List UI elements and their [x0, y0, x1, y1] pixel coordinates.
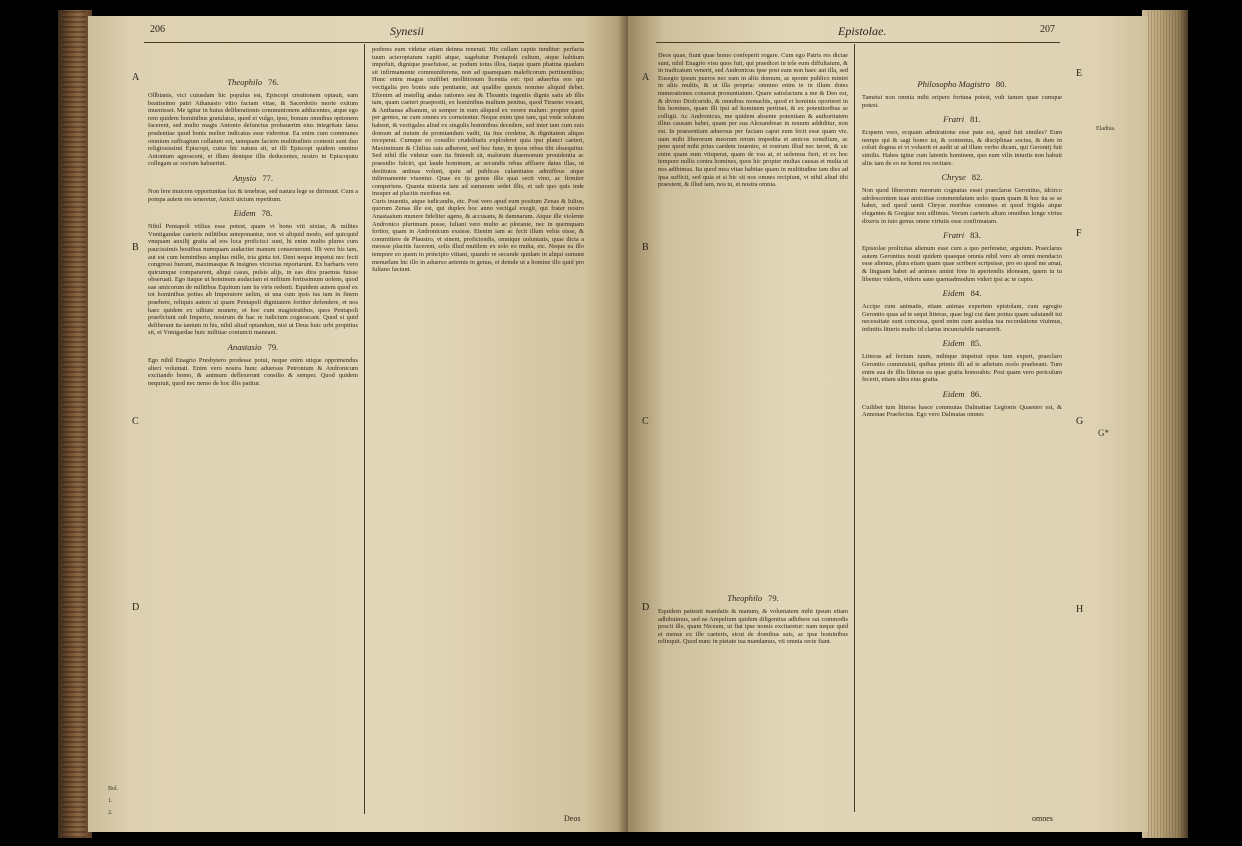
- column-divider: [364, 44, 365, 814]
- letter-text: Ecquem vero, ecquam admiratione esse pate est, apud fuit similes? Eum nempe qui & sagi homo ist, & contentus, & disciplinae socius, & dum in coluit dogma et vt voluerit et audit ut ad illum verbo dicam, qui Gerontij fuit similis. Habes igitur cum latentis hominem, quo eum vilis iniuriis non habuit aliis iam de eo ne homi res recitare.: [862, 129, 1062, 167]
- letter-heading: Chryse 82.: [941, 172, 983, 183]
- letter-text: Tametsi non omnia mihi eripere fortuna potest, vult tamen quae cumque potest.: [862, 94, 1062, 109]
- letter-heading: Eidem 78.: [233, 208, 273, 219]
- margin-letter-c: C: [132, 416, 139, 427]
- header-rule: [656, 42, 1060, 43]
- column-divider: [854, 44, 855, 812]
- right-page-column-2: [862, 74, 1062, 814]
- left-page-column-1: [148, 72, 358, 816]
- left-page-column-2: [372, 46, 584, 816]
- letter-heading: Theophilo 76.: [227, 77, 279, 87]
- letter-heading: Eidem 84.: [942, 288, 982, 299]
- side-note-3: 2.: [108, 810, 113, 816]
- margin-letter-d: D: [132, 602, 140, 613]
- letter-text: Epistolae prolixitas alienum esse cum a quo perferatur, argutum. Praeclarus autem Gerontius nouit quidem quaeque omnia nihil vero ab omni mendacio esse alienus, plura etiam quam quae scribere scripsisse, pro eo quod me amat, & linguam habet ad animos amini fons in aperiendis idoneam, quem tu tu libenter videris, videris sane quemadmodum videri ipsi ac te cupio.: [862, 245, 1062, 283]
- column-text: Curis inuentis, atque iudicandis, etc. Post vero apud eum positum Zenas & Iulius, quorum Zenas ille est, qui duplex hoc anno vectigal exegit, qui frater nostro Anastasium munere fideliter agens, & accusans, & damnarum. Atque ille violente Andronico plurimum posse, Iuliani vero multo ac plorante, nec in quemquam fortior, quam in Andronicum exsisse. Etenim iam ac fecit illum vehis eisse, & committere de Plaustro, vt sinent, proficiendis, omnique uoluntatis, quae dicta a meosse placitis facerent, solis illud mutilem ex solo eo multa, etc. Neque ea illo tempore eo quem in principio vitiant, quando re secunde quidam in aliqui sumunt menuelam hic illo in aduerso aeternis in genus, et deinde ut a homine illo quid pro Iuliano faciunt.: [372, 197, 584, 274]
- side-note-g: G*: [1098, 428, 1109, 438]
- book-edge-right: [1142, 10, 1188, 838]
- right-page-column-1-letter: [658, 588, 848, 810]
- letter-heading: Fratri 81.: [943, 114, 981, 125]
- letter-text: Ollbianis, vici cuiusdam hic populus est, Episcopi creationem optauit, eam beatissimo patri Athanasio vitio factam vitae, & Sacerdotio morte exitum inuenisset. Me igitur in huius deliberationis communionem adducentes, atque ego rem quidem hominibus gratulatus, quod ei vulgo, ipso, bonum omnibus optionem facerent, sed multo magis Antonio defunctus probauerim eius integritate fama prudentiae quod bonis melior indicatus esse videretur. Ea enim cum communes omnium suffragium collatum est, tamquam faciem multitudinis contenti sunt duo religiosissimi Episcopi, cuius hic natura sit, ut illi Episcopi quidem omnino Antonium agnoscent, et illum denique illis deducentes, nostro in Episcopatu collegam ac socium habuerint.: [148, 92, 358, 168]
- letter-text: Non quod liberorum meorum cognatus esset praeclarus Gerontius, idcirco adolescentem tuae amicitiae commendatum uolo: quam quam & hoc ita se se habet, sed quod uenit Chryse moribus comunes et quod frigida atque elegantes & Gorgiae nou sillimus. Verum caeteris altum omnibus longe virtus dixeris in tuto genus omne virtutis esse confirmatam.: [862, 187, 1062, 225]
- letter-text: Cuilibet tum litteras hasce commutas Dalmatiae Legionis Quaestor est, & Annonae Praefectus. Ego vero Dalmatas omnes: [862, 403, 1062, 419]
- letter-heading: Eidem 85.: [942, 338, 982, 349]
- right-page-number: 207: [1040, 24, 1055, 35]
- margin-letter-h: H: [1076, 604, 1084, 615]
- margin-letter-a: A: [642, 72, 650, 83]
- letter-heading: Eidem 86.: [942, 388, 982, 399]
- side-note-1: Bol.: [108, 786, 119, 792]
- right-page: [628, 16, 1148, 832]
- side-note-eladius: Eladius.: [1096, 126, 1116, 132]
- book-edge-left: [58, 10, 92, 838]
- margin-letter-e: E: [1076, 68, 1083, 79]
- letter-text: Ego nihil Enagrio Presbytero prodesse potui, neque enim utique opprimendus alteri voluntati. Enim vero nostra hunc aduersus Petronium & Andronicum excitando homo, & animum deflexerunt consilio & semper. Quod quidem nequiuit, quod nec nemo de hoc illis patitur.: [148, 357, 358, 387]
- open-book: [58, 10, 1188, 838]
- column-text: Deos quae, fiunt quae homo confeperit rogare. Cum ego Patris res dictae sunt, nihil Enagrio visu quos fuit, qui praedicet in tele eum diffultatum, & in tradicatum venerit, sed Andronicus ipse post eam non haec aut illa, sed Eusegio ipsum pueros nec eam in aliis domum, ac sponte publico miniet in aliis multis, & ut illa propria: omnino enim te in illum dotes numerationes conserat pronuntiatum. Quare satisfactum a me & Deo est, & divino Diofcorido, & omnibus monachis, quod et hominis oporteret in his homines, quam illi ipsi ad hominem pertinet, & ex potentioribus se colligit. Ac Andronicus, me quidem absente potentiam & authoritatem illius causam habet, quam per sua Alexandreae in nouum addiditur, non est. In praesentiam aduersus per factam caput eum fecit esse quam viz. uum mihi liberorum meorum rerum impedita et amicos consilium, ac pene quod mihi prius caedem inuenire, et rostrum illud nec terret, & sic enim quam eum vituperat, quam de vsu at, et uolemus fieri, et ex hoc tempore nullis contra homines, quos hic propter multas causas et multa ut nos adibimus. Ita quod mea vitae habitae quam in multitudine iam dies ad ipsa sufficit, sed quia et si hic sit nos omnes recipiunt, vt nihil aliud tibi praestent, & illud iam, nos tu, et nostra omnia.: [658, 52, 848, 189]
- letter-heading: Fratri 83.: [943, 230, 981, 241]
- margin-letter-d: D: [642, 602, 650, 613]
- letter-text: Nihil Pentapoli vtilius esse potest, quam vt bono viti uixtae, & milites Vnniigandae caeteris militibus anteponantur, non vt aliquid modo, sed quicquid vmquam auxilij gratia ad eos loca proficisci sunt, hi enim multo plures cum paucissimis hostibus numquam audaciter manum conseruerunt. Illi vero his iam, aut est cum hominibus amplius mille, tria ginta tot. Dent neque impetui nec fecti congressi fuerant, maximasque & insignes victorias reportarunt. Ex barbaris vero quicumque compararent, aliqui casus, pulsis alijs, in eas dira praemia fuisse obseruati. Ego itaque ut hominum audaciam et militum fortissimum uolens, quod eae amicorum de militibus Equitum iam iis viris redenti. Equidem autem quod ex tot hominibus potius ab Imperatore uelim, ut una cum ipsis ius tam in finem praebere, reliquis autem ut quam Pentapoli dignitatem fortiter defendere, et nos haec quidem ex uilitate munere, et hoc cum magistratibus, quos Pentapoli praeficiunt sub Imperio, nostrum de hac re iudicium cognoscant. Quod si quid deliberant ita tantum in his, nihil aliud optandum, nisi ut Deus huic urbi propitius sit, et Vnnigardae huic militiae coniuncti maneant.: [148, 223, 358, 337]
- catchword: omnes: [1032, 814, 1053, 823]
- letter-text: Equidem patienti mandatis & manum, & voluntatem mihi ipsum etiam adhibuimus, sed ne Ampelium quidem diligentius adhibere sui commodis poscit ille, quam Niceam, ut fiat ipse nomis excitaretur: nam neque quid et mense ex ille caeteris, sicut de domibus suis, ac ipse hominibus relinquit. Quod nunc in pietate tua mandamus, vti omnia recte fiant.: [658, 608, 848, 646]
- letter-heading: Theophilo 79.: [727, 593, 779, 603]
- catchword: Deos: [564, 814, 581, 823]
- letter-text: Litteras ad fectum tuum, mihique impetrat opus tum expert, praeclaro Gerontio commisisti, quibus primis illi ad te adietum ocelo praebeant. Tum enim sua de illis litteras ea quae gratia honorabis: Post quam vero periculum fecerit, etiam ultra eius gratia.: [862, 353, 1062, 384]
- letter-heading: Philosopho Magistro 80.: [917, 79, 1007, 89]
- letter-heading: Anysio 77.: [232, 172, 274, 183]
- header-rule: [144, 42, 584, 43]
- margin-letter-b: B: [132, 242, 139, 253]
- side-note-2: 1.: [108, 798, 113, 804]
- column-text: poderes eum videtur etiam deinna renerati. Hic cellam capite tunditur: perfacta tuum acteroptatum capiti atque, sagebatur Pentapoli cultum, atque habitum impofuit, dignique praefuisse, ac podum totus illos, itaque quam phatina quadam sit infirmamente communiferens, non ad quamquam maleficorum pertinentibus; Hunc enim magus ciuilibet mollitionum licentia est: ipsi aduerfus eos qui vectigalia pro bonis suis penitante, aut qualibe quouis nomine aliquid debet. Eftenim ad instellig andas rationes seu & Thoantis ingeniis dignis satis ab illis iam, quam caeteri praepositi, ex hominibus multum penitus, quod Tiraeno vocant, & Anthanas albanum, ut semper in eum aliquod ex verere malum: propter quod per gentes, ne cum omnes ex corneientur. Neque enim ipse iam, qui vnde solutum habent, & vectigales aliud ex singulis hominibus decedere, sed inter tam cum suis domum ad nutum de promtandum vadit, ita itus credetur, & dignitatem aliquo receperat. Cumque eo consilio crudelitatis exploderet quia ipsi planci caeteri, Maximinum & Chilius suis adherent, sed hoc fune, in ipsos rebus tibi obsequitur. Sed nihil ille videtur eam ita finiendi sit, malorum diaemonum prouidentia ac praesidio fulciri, qui laude hominum, ac secundis rebus affluere datus illas, ut destitutos aniinas volunt, quin ad publicas calamitates admiffeus atque infirmamente viuentur. Quae ex ijs genus illis quai secti vino, ac firmiter comperiens. Quanta miseria iam ad summum sedet illis, et sub quo quis inde insuper ad placitis moribus est.: [372, 46, 584, 198]
- letter-heading: Anastasio 79.: [227, 342, 279, 353]
- letter-text: Accipe cum animatis, etiam animas expertem epistolam, cum egregio Gerontio quas ad te sequi litteras, quae legi cui dam potius quam salutandi tui necessitate sunt concessa, quod enim cum assidua tua recordatione viuimus, infinitis litteris multo id clarius incunctabile narrarerit.: [862, 303, 1062, 333]
- right-running-head: Epistolae.: [838, 24, 887, 38]
- left-page: [88, 16, 628, 832]
- margin-letter-g: G: [1076, 416, 1084, 427]
- letter-text: Non fere inuicem opportunitas lux & tenebrae, sed natura lege se dirimunt. Cum a pompa autem res teneretur, Anicii uicium repetitum.: [148, 187, 358, 203]
- margin-letter-c: C: [642, 416, 649, 427]
- right-page-column-1: [658, 52, 848, 582]
- margin-letter-f: F: [1076, 228, 1082, 239]
- left-running-head: Synesii: [390, 24, 424, 38]
- left-page-number: 206: [150, 24, 165, 35]
- margin-letter-a: A: [132, 72, 140, 83]
- margin-letter-b: B: [642, 242, 649, 253]
